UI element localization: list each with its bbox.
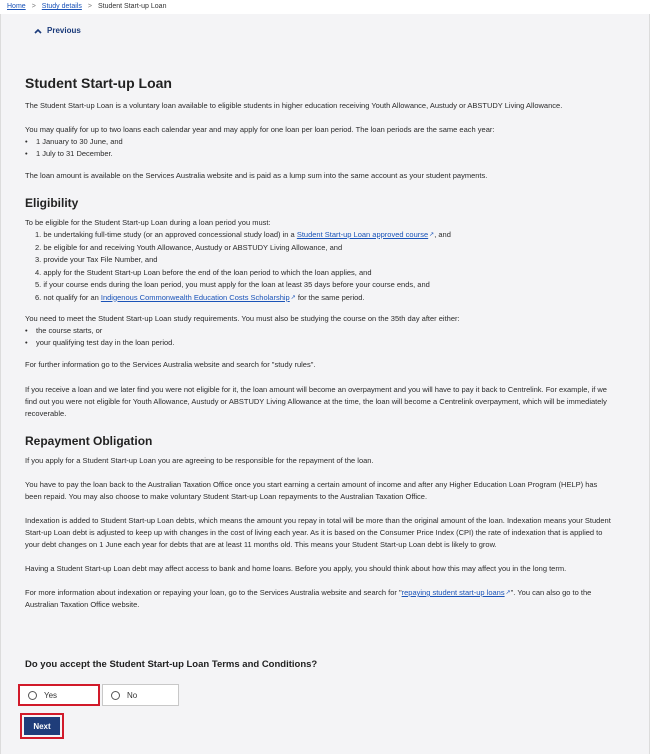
external-link-icon: ↗	[505, 590, 511, 596]
approved-course-link[interactable]: Student Start-up Loan approved course	[296, 230, 429, 239]
option-no[interactable]	[102, 684, 179, 706]
main-content	[25, 74, 615, 611]
chevron-up-icon	[33, 27, 43, 35]
breadcrumb	[0, 0, 650, 14]
previous-label: Previous	[47, 26, 81, 35]
paragraph-text: For more information about indexation or repaying your loan, go to the Services Australia website and search for "	[25, 588, 402, 597]
eligibility-intro: To be eligible for the Student Start-up Loan during a loan period you must:	[25, 218, 271, 227]
qualify-text: You may qualify for up to two loans each calendar year and may apply for one loan per loan period. The loan periods are the same each year:	[25, 125, 495, 134]
list-item-text: , and	[434, 230, 451, 239]
amount-text: The loan amount is available on the Services Australia website and is paid as a lump sum into the same account as your student payments.	[25, 171, 488, 180]
study-day-list	[25, 325, 615, 349]
terms-question: Do you accept the Student Start-up Loan Terms and Conditions?	[25, 659, 318, 670]
list-item: 3. provide your Tax File Number, and	[35, 255, 158, 264]
breadcrumb-current: Student Start-up Loan	[97, 3, 167, 10]
scholarship-link[interactable]: Indigenous Commonwealth Education Costs Scholarship	[100, 292, 290, 302]
repayment-p5	[25, 587, 615, 611]
radio-icon[interactable]	[111, 691, 120, 700]
previous-button[interactable]	[33, 26, 81, 35]
loan-periods-list	[25, 136, 615, 160]
repayment-p1: If you apply for a Student Start-up Loan you are agreeing to be responsible for the repayment of the loan.	[25, 456, 374, 465]
overpayment-text: If you receive a loan and we later find you were not eligible for it, the loan amount will become an overpayment and you will have to pay it back to Centrelink. For example, if we find out you were not eligible for Youth Allowance, Austudy or ABSTUDY Living Allowance at the time, the loan will become a Centrelink overpayment, which will be immediately recoverable.	[25, 385, 607, 418]
external-link-icon: ↗	[429, 232, 435, 238]
next-button[interactable]: Next	[24, 717, 60, 735]
list-item: • 1 July to 31 December.	[33, 148, 615, 160]
external-link-icon: ↗	[290, 294, 296, 301]
further-info-text: For further information go to the Services Australia website and search for "study rules".	[25, 360, 316, 369]
list-item-text: 6. not qualify for an	[35, 292, 101, 302]
list-item: 4. apply for the Student Start-up Loan before the end of the loan period to which the loan applies, and	[35, 267, 372, 277]
list-item	[35, 292, 615, 305]
breadcrumb-study-details-link[interactable]: Study details	[41, 3, 82, 10]
list-item: 5. if your course ends during the loan period, you must apply for the loan at least 35 days before your course ends, and	[35, 280, 430, 289]
intro-text: The Student Start-up Loan is a voluntary loan available to eligible students in higher education receiving Youth Allowance, Austudy or ABSTUDY Living Allowance.	[25, 101, 563, 110]
list-item	[35, 229, 615, 242]
eligibility-list	[25, 229, 615, 304]
list-item: • the course starts, or	[33, 325, 615, 337]
paragraph-text: ". You can also go to the Australian Taxation Office website.	[25, 588, 592, 609]
breadcrumb-home-link[interactable]: Home	[7, 3, 26, 10]
repayment-p2: You have to pay the loan back to the Australian Taxation Office once you start earning a certain amount of income and after any Higher Education Loan Program (HELP) has been repaid. You may also choose to make voluntary Student Start-up Loan repayments to the Australian Taxation Office.	[25, 480, 598, 501]
list-item-text: for the same period.	[295, 292, 365, 302]
option-no-label: No	[127, 690, 138, 700]
next-button-highlight	[20, 713, 64, 739]
repayment-heading: Repayment Obligation	[25, 434, 153, 448]
repaying-loans-link[interactable]: repaying student start-up loans	[401, 588, 505, 597]
breadcrumb-separator: >	[31, 3, 36, 10]
list-item: 2. be eligible for and receiving Youth Allowance, Austudy or ABSTUDY Living Allowance, and	[35, 242, 343, 252]
radio-icon[interactable]	[28, 691, 37, 700]
breadcrumb-separator: >	[87, 3, 92, 10]
page-title: Student Start-up Loan	[25, 75, 172, 91]
repayment-p4: Having a Student Start-up Loan debt may affect access to bank and home loans. Before you apply, you should think about how this may affect you in the long term.	[25, 564, 567, 573]
list-item: • your qualifying test day in the loan period.	[33, 337, 615, 349]
list-item-text: 1. be undertaking full-time study (or an approved concessional study load) in a	[35, 230, 297, 239]
study-requirements-text: You need to meet the Student Start-up Loan study requirements. You must also be studying the course on the 35th day after either:	[25, 314, 460, 323]
eligibility-heading: Eligibility	[25, 196, 79, 210]
option-yes[interactable]	[18, 684, 100, 706]
repayment-p3: Indexation is added to Student Start-up Loan debts, which means the amount you repay in total will be more than the original amount of the loan. Indexation means your Student Start-up Loan debt is adjusted to keep up with changes in the cost of living each year. As it is based on the Consumer Price Index (CPI) the rate of indexation that is applied to your debt changes on 1 June each year for debts that are at least 11 months old. This means your Student Start-up Loan debt is likely to grow.	[25, 516, 611, 549]
list-item: • 1 January to 30 June, and	[33, 136, 615, 148]
option-yes-label: Yes	[44, 690, 58, 700]
page-container	[0, 14, 650, 754]
